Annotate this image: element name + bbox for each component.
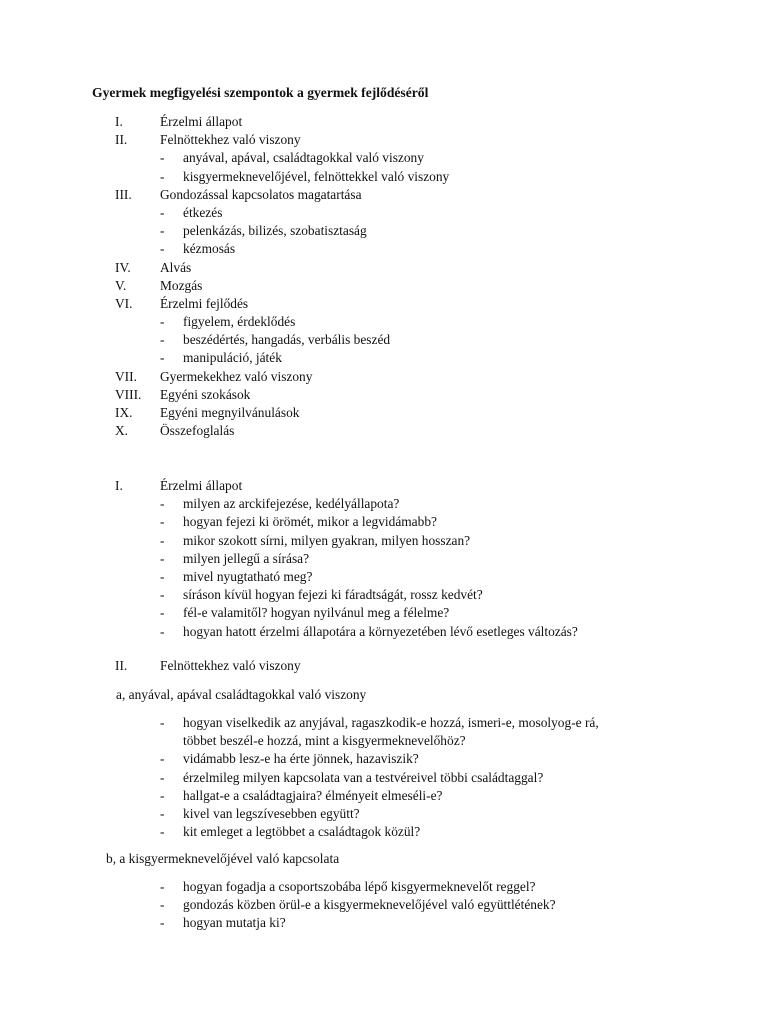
question-text: mivel nyugtatható meg?: [183, 568, 313, 584]
outline-subitem-text: kisgyermeknevelőjével, felnöttekkel való viszony: [183, 168, 450, 184]
bullet-dash: -: [160, 168, 165, 184]
question-text: gondozás közben örül-e a kisgyermeknevelőjével való együttlétének?: [183, 897, 556, 913]
question-item: [0, 495, 768, 513]
outline-number: X.: [115, 423, 129, 439]
bullet-dash: -: [160, 897, 165, 913]
outline-label: Egyéni szokások: [160, 386, 251, 402]
bullet-dash: -: [160, 350, 165, 366]
outline-subitem: [0, 204, 768, 222]
outline-item: [0, 295, 768, 313]
question-item: [0, 623, 768, 641]
outline-number: V.: [115, 277, 127, 293]
question-text: többet beszél-e hozzá, mint a kisgyermeknevelőhöz?: [183, 733, 466, 749]
bullet-dash: -: [160, 915, 165, 931]
outline-subitem-text: figyelem, érdeklődés: [183, 314, 296, 330]
outline-list: [0, 113, 768, 440]
bullet-dash: -: [160, 587, 165, 603]
outline-item: [0, 422, 768, 440]
outline-subitem-text: beszédértés, hangadás, verbális beszéd: [183, 332, 391, 348]
question-item: [0, 896, 768, 914]
section-number: I.: [115, 478, 123, 493]
bullet-dash: -: [160, 824, 165, 840]
question-text: hogyan viselkedik az anyjával, ragaszkodik-e hozzá, ismeri-e, mosolyog-e rá,: [183, 715, 599, 730]
outline-number: VIII.: [115, 386, 142, 402]
outline-label: Érzelmi állapot: [160, 114, 243, 129]
bullet-dash: -: [160, 223, 165, 239]
question-item: [0, 787, 768, 805]
outline-label: Összefoglalás: [160, 423, 235, 439]
question-text: mikor szokott sírni, milyen gyakran, milyen hosszan?: [183, 532, 471, 548]
question-text: kivel van legszívesebben együtt?: [183, 805, 360, 821]
bullet-dash: -: [160, 568, 165, 584]
subsection-a-heading: a, anyával, apával családtagokkal való viszony: [116, 687, 367, 702]
question-text: fél-e valamitől? hogyan nyilvánul meg a félelme?: [183, 605, 450, 621]
question-text: síráson kívül hogyan fejezi ki fáradtságát, rossz kedvét?: [183, 587, 483, 603]
section-number: II.: [115, 658, 128, 673]
outline-label: Alvás: [160, 259, 192, 275]
outline-label: Felnöttekhez való viszony: [160, 132, 301, 148]
question-item: [0, 532, 768, 550]
bullet-dash: -: [160, 623, 165, 639]
outline-item: [0, 368, 768, 386]
subsection-a-list: [0, 714, 768, 841]
question-item: [0, 513, 768, 531]
outline-item: [0, 404, 768, 422]
bullet-dash: -: [160, 204, 165, 220]
bullet-dash: -: [160, 241, 165, 257]
question-item: [0, 750, 768, 768]
outline-subitem: [0, 240, 768, 258]
outline-number: III.: [115, 186, 132, 202]
bullet-dash: -: [160, 332, 165, 348]
bullet-dash: -: [160, 514, 165, 530]
question-text: hogyan fejezi ki örömét, mikor a legvidámabb?: [183, 514, 437, 530]
subsection-b-heading: b, a kisgyermeknevelőjével való kapcsolata: [106, 851, 340, 866]
question-text: érzelmileg milyen kapcsolata van a testvéreivel többi családtaggal?: [183, 769, 544, 785]
bullet-dash: -: [160, 532, 165, 548]
question-item: [0, 805, 768, 823]
question-item: [0, 568, 768, 586]
outline-label: Egyéni megnyilvánulások: [160, 405, 300, 420]
outline-number: II.: [115, 132, 128, 148]
bullet-dash: -: [160, 769, 165, 785]
question-text: milyen jellegű a sírása?: [183, 550, 310, 566]
section-label: Felnöttekhez való viszony: [160, 658, 301, 673]
question-item: [0, 604, 768, 622]
outline-item: [0, 259, 768, 277]
question-text: milyen az arckifejezése, kedélyállapota?: [183, 496, 400, 512]
question-item: [0, 878, 768, 896]
outline-subitem-text: anyával, apával, családtagokkal való viszony: [183, 150, 424, 166]
section-emotional-state: [0, 477, 768, 641]
document-title: Gyermek megfigyelési szempontok a gyermek fejlődéséről: [92, 85, 429, 100]
outline-label: Mozgás: [160, 277, 203, 293]
outline-number: VII.: [115, 368, 137, 384]
outline-item: [0, 131, 768, 149]
outline-subitem-text: étkezés: [183, 204, 223, 220]
outline-subitem-text: pelenkázás, bilizés, szobatisztaság: [183, 223, 367, 239]
outline-subitem: [0, 349, 768, 367]
outline-subitem: [0, 168, 768, 186]
question-continuation: [0, 732, 768, 750]
question-item: [0, 823, 768, 841]
outline-item: [0, 386, 768, 404]
section-adult-relations: [0, 657, 768, 675]
question-item: [0, 769, 768, 787]
bullet-dash: -: [160, 879, 165, 894]
question-text: vidámabb lesz-e ha érte jönnek, hazaviszik?: [183, 751, 419, 767]
bullet-dash: -: [160, 150, 165, 166]
question-text: hogyan fogadja a csoportszobába lépő kisgyermeknevelőt reggel?: [183, 879, 536, 894]
outline-item: [0, 277, 768, 295]
bullet-dash: -: [160, 805, 165, 821]
outline-number: VI.: [115, 295, 133, 311]
bullet-dash: -: [160, 496, 165, 512]
bullet-dash: -: [160, 314, 165, 330]
question-text: hogyan mutatja ki?: [183, 915, 286, 931]
section-heading: [0, 477, 768, 495]
question-text: hallgat-e a családtagjaira? élményeit elmeséli-e?: [183, 787, 443, 803]
question-item: [0, 550, 768, 568]
outline-item: [0, 186, 768, 204]
outline-label: Érzelmi fejlődés: [160, 295, 249, 311]
outline-number: I.: [115, 114, 123, 129]
bullet-dash: -: [160, 550, 165, 566]
question-text: hogyan hatott érzelmi állapotára a környezetében lévő esetleges változás?: [183, 623, 578, 639]
outline-subitem: [0, 222, 768, 240]
outline-subitem-text: manipuláció, játék: [183, 350, 282, 366]
outline-subitem: [0, 331, 768, 349]
section-heading: [0, 657, 768, 675]
outline-item: [0, 113, 768, 131]
outline-label: Gondozással kapcsolatos magatartása: [160, 186, 362, 202]
outline-label: Gyermekekhez való viszony: [160, 368, 313, 384]
bullet-dash: -: [160, 605, 165, 621]
question-item: [0, 586, 768, 604]
bullet-dash: -: [160, 787, 165, 803]
bullet-dash: -: [160, 751, 165, 767]
question-item: [0, 714, 768, 732]
question-text: kit emleget a legtöbbet a családtagok közül?: [183, 824, 421, 840]
outline-subitem: [0, 149, 768, 167]
section-label: Érzelmi állapot: [160, 478, 243, 493]
bullet-dash: -: [160, 715, 165, 730]
outline-subitem: [0, 313, 768, 331]
question-item: [0, 914, 768, 932]
outline-number: IV.: [115, 259, 131, 275]
outline-number: IX.: [115, 405, 133, 420]
outline-subitem-text: kézmosás: [183, 241, 236, 257]
subsection-b-list: [0, 878, 768, 933]
